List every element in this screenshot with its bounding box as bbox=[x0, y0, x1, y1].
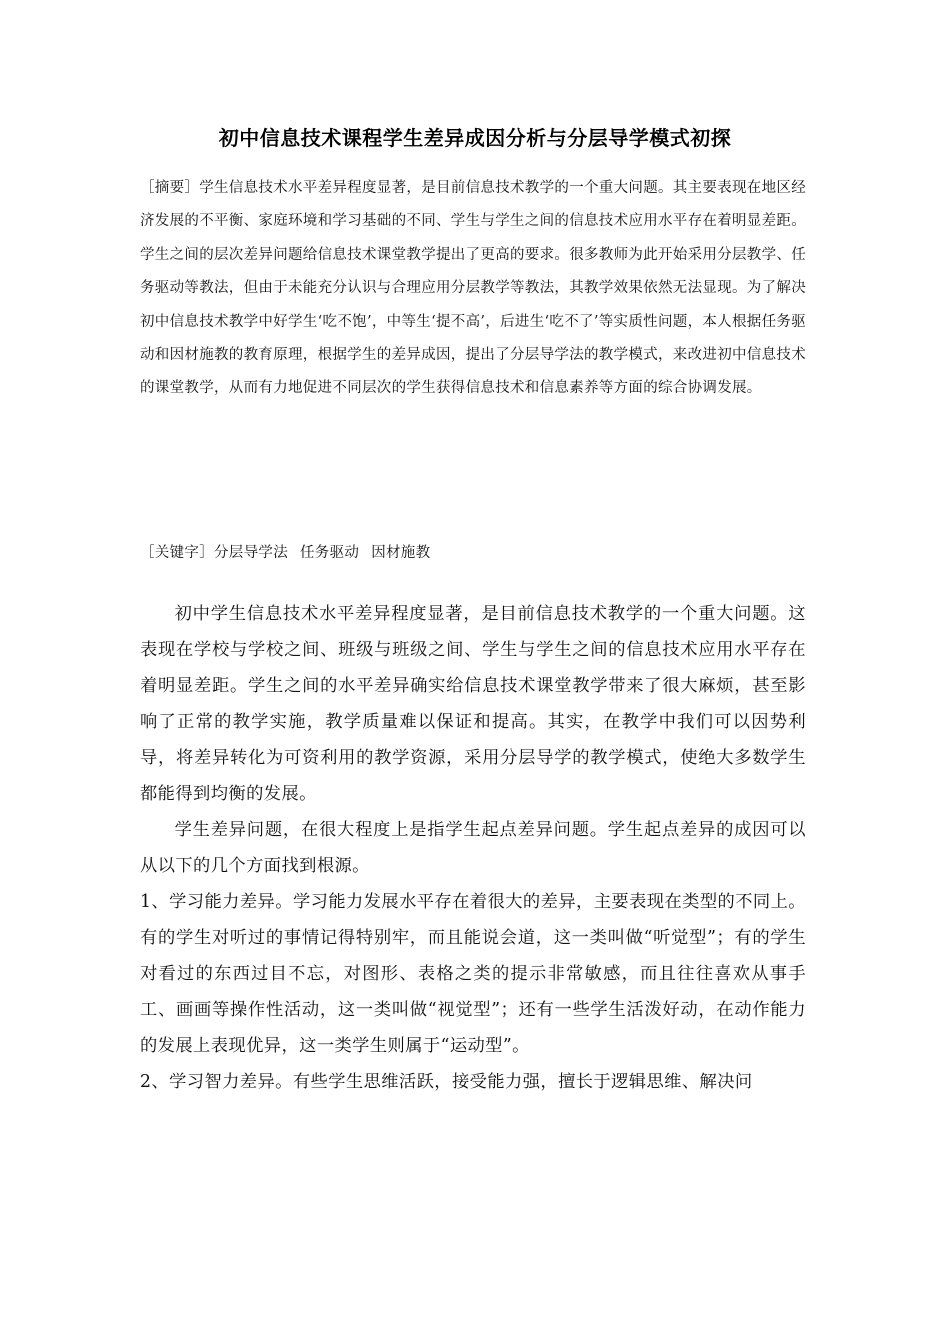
keywords-label: ［关键字］ bbox=[140, 545, 214, 561]
keyword: 任务驱动 bbox=[300, 545, 360, 561]
body-paragraph: 初中学生信息技术水平差异程度显著，是目前信息技术教学的一个重大问题。这表现在学校与学校之间、班级与班级之间、学生与学生之间的信息技术应用水平存在着明显差距。学生之间的水平差异确实给信息技术课堂教学带来了很大麻烦，甚至影响了正常的教学实施，教学质量难以保证和提高。其实，在教学中我们可以因势利导，将差异转化为可资利用的教学资源，采用分层导学的教学模式，使绝大多数学生都能得到均衡的发展。 bbox=[140, 604, 806, 804]
body-paragraph: 1、学习能力差异。学习能力发展水平存在着很大的差异，主要表现在类型的不同上。有的学生对听过的事情记得特别牢，而且能说会道，这一类叫做“听觉型”；有的学生对看过的东西过目不忘，对图形、表格之类的提示非常敏感，而且往往喜欢从事手工、画画等操作性活动，这一类叫做“视觉型”；还有一些学生活泼好动，在动作能力的发展上表现优异，这一类学生则属于“运动型”。 bbox=[140, 892, 806, 1056]
keyword: 因材施教 bbox=[371, 545, 431, 561]
body-paragraph: 学生差异问题，在很大程度上是指学生起点差异问题。学生起点差异的成因可以从以下的几个方面找到根源。 bbox=[140, 820, 806, 876]
keywords-line bbox=[140, 537, 806, 570]
body-paragraph: 2、学习智力差异。有些学生思维活跃，接受能力强，擅长于逻辑思维、解决问 bbox=[140, 1072, 753, 1092]
keyword: 分层导学法 bbox=[214, 545, 288, 561]
body-text bbox=[140, 596, 806, 1100]
abstract-paragraph: ［摘要］学生信息技术水平差异程度显著，是目前信息技术教学的一个重大问题。其主要表现在地区经济发展的不平衡、家庭环境和学习基础的不同、学生与学生之间的信息技术应用水平存在着明显差距。学生之间的层次差异问题给信息技术课堂教学提出了更高的要求。很多教师为此开始采用分层教学、任务驱动等教法，但由于未能充分认识与合理应用分层教学等教法，其教学效果依然无法显现。为了解决初中信息技术教学中好学生‘吃不饱’，中等生‘提不高’，后进生‘吃不了’等实质性问题，本人根据任务驱动和因材施教的教育原理，根据学生的差异成因，提出了分层导学法的教学模式，来改进初中信息技术的课堂教学，从而有力地促进不同层次的学生获得信息技术和信息素养等方面的综合协调发展。 bbox=[140, 180, 806, 397]
document-title: 初中信息技术课程学生差异成因分析与分层导学模式初探 bbox=[218, 126, 732, 150]
